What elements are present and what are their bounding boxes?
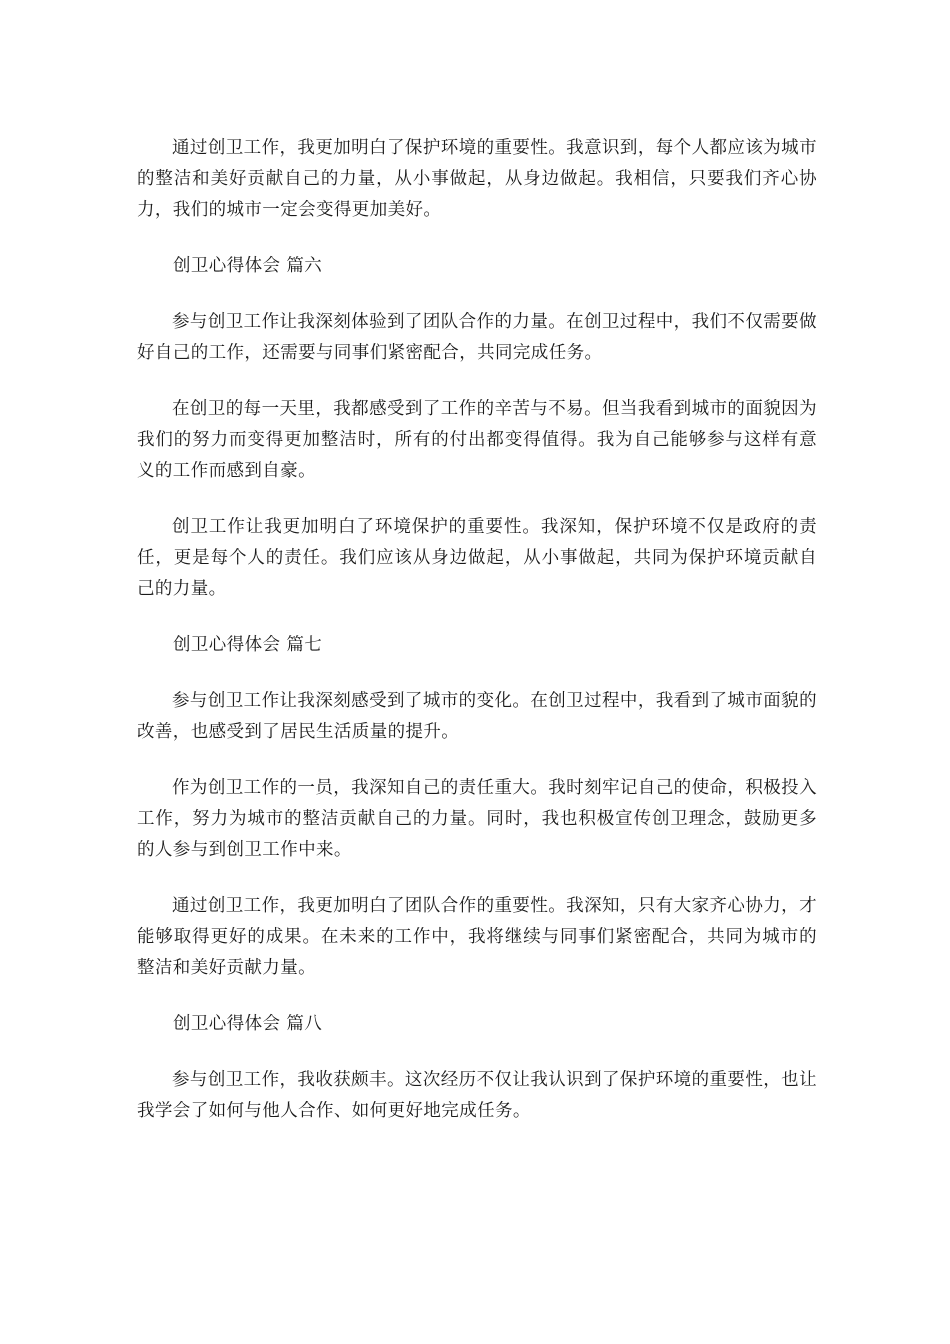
section-heading-part-6: 创卫心得体会 篇六: [173, 256, 323, 276]
paragraph: 参与创卫工作让我深刻感受到了城市的变化。在创卫过程中，我看到了城市面貌的改善，也感受到了居民生活质量的提升。: [137, 691, 817, 742]
section-heading-part-7: 创卫心得体会 篇七: [173, 635, 323, 655]
paragraph: 参与创卫工作，我收获颇丰。这次经历不仅让我认识到了保护环境的重要性，也让我学会了如何与他人合作、如何更好地完成任务。: [137, 1070, 817, 1121]
paragraph: 通过创卫工作，我更加明白了保护环境的重要性。我意识到，每个人都应该为城市的整洁和美好贡献自己的力量，从小事做起，从身边做起。我相信，只要我们齐心协力，我们的城市一定会变得更加美好。: [137, 138, 817, 220]
paragraph: 在创卫的每一天里，我都感受到了工作的辛苦与不易。但当我看到城市的面貌因为我们的努力而变得更加整洁时，所有的付出都变得值得。我为自己能够参与这样有意义的工作而感到自豪。: [137, 399, 817, 481]
paragraph: 作为创卫工作的一员，我深知自己的责任重大。我时刻牢记自己的使命，积极投入工作，努力为城市的整洁贡献自己的力量。同时，我也积极宣传创卫理念，鼓励更多的人参与到创卫工作中来。: [137, 778, 817, 860]
paragraph: 通过创卫工作，我更加明白了团队合作的重要性。我深知，只有大家齐心协力，才能够取得更好的成果。在未来的工作中，我将继续与同事们紧密配合，共同为城市的整洁和美好贡献力量。: [137, 896, 817, 978]
paragraph: 参与创卫工作让我深刻体验到了团队合作的力量。在创卫过程中，我们不仅需要做好自己的工作，还需要与同事们紧密配合，共同完成任务。: [137, 312, 817, 363]
section-heading-part-8: 创卫心得体会 篇八: [173, 1014, 323, 1034]
paragraph: 创卫工作让我更加明白了环境保护的重要性。我深知，保护环境不仅是政府的责任，更是每个人的责任。我们应该从身边做起，从小事做起，共同为保护环境贡献自己的力量。: [137, 517, 817, 599]
document-page: [137, 133, 817, 1152]
